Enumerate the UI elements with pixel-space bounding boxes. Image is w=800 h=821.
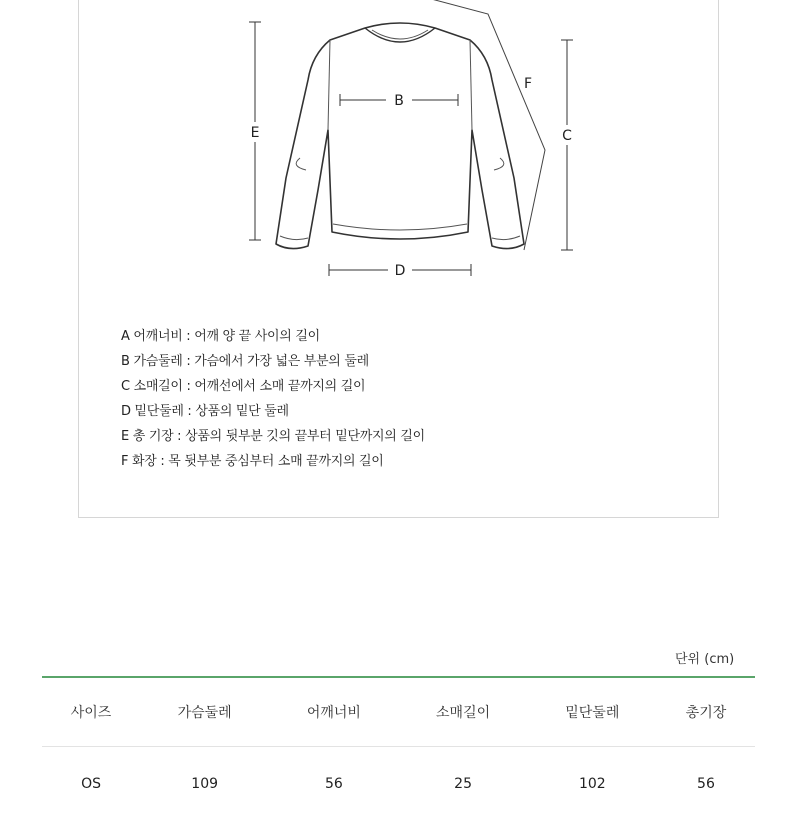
measure-e-label: E — [251, 125, 260, 141]
measure-c-label: C — [562, 128, 572, 144]
sweater-measurement-diagram — [0, 0, 800, 300]
right-cuff — [492, 236, 520, 240]
cell-chest: 109 — [140, 747, 269, 821]
right-sleeve-seam — [470, 40, 472, 130]
hem-line — [333, 224, 467, 230]
table-header-row — [42, 677, 755, 747]
legend-item-e: E 총 기장 : 상품의 뒷부분 깃의 끝부터 밑단까지의 길이 — [121, 424, 425, 449]
cell-total-length: 56 — [657, 747, 755, 821]
header-size: 사이즈 — [42, 677, 140, 747]
measure-b-label: B — [394, 93, 404, 109]
sweater-outline — [276, 23, 524, 249]
left-elbow-crease — [296, 158, 306, 170]
unit-label: 단위 (cm) — [675, 648, 734, 667]
legend-item-a: A 어깨너비 : 어깨 양 끝 사이의 길이 — [121, 324, 425, 349]
table-row — [42, 747, 755, 821]
cell-size: OS — [42, 747, 140, 821]
size-table — [42, 676, 755, 821]
header-chest: 가슴둘레 — [140, 677, 269, 747]
measure-f-line — [420, 0, 545, 250]
measure-d-label: D — [395, 263, 406, 279]
header-hem: 밑단둘레 — [528, 677, 657, 747]
left-sleeve-seam — [328, 40, 330, 130]
cell-sleeve: 25 — [398, 747, 527, 821]
left-cuff — [280, 236, 308, 240]
right-elbow-crease — [494, 158, 504, 170]
legend-item-d: D 밑단둘레 : 상품의 밑단 둘레 — [121, 399, 425, 424]
cell-shoulder: 56 — [269, 747, 398, 821]
legend-item-f: F 화장 : 목 뒷부분 중심부터 소매 끝까지의 길이 — [121, 449, 425, 474]
sweater-collar — [365, 28, 435, 42]
header-shoulder: 어깨너비 — [269, 677, 398, 747]
measure-f-label: F — [524, 76, 532, 92]
legend-item-c: C 소매길이 : 어깨선에서 소매 끝까지의 길이 — [121, 374, 425, 399]
measurement-legend — [121, 324, 425, 474]
cell-hem: 102 — [528, 747, 657, 821]
header-total-length: 총기장 — [657, 677, 755, 747]
legend-item-b: B 가슴둘레 : 가슴에서 가장 넓은 부분의 둘레 — [121, 349, 425, 374]
header-sleeve: 소매길이 — [398, 677, 527, 747]
